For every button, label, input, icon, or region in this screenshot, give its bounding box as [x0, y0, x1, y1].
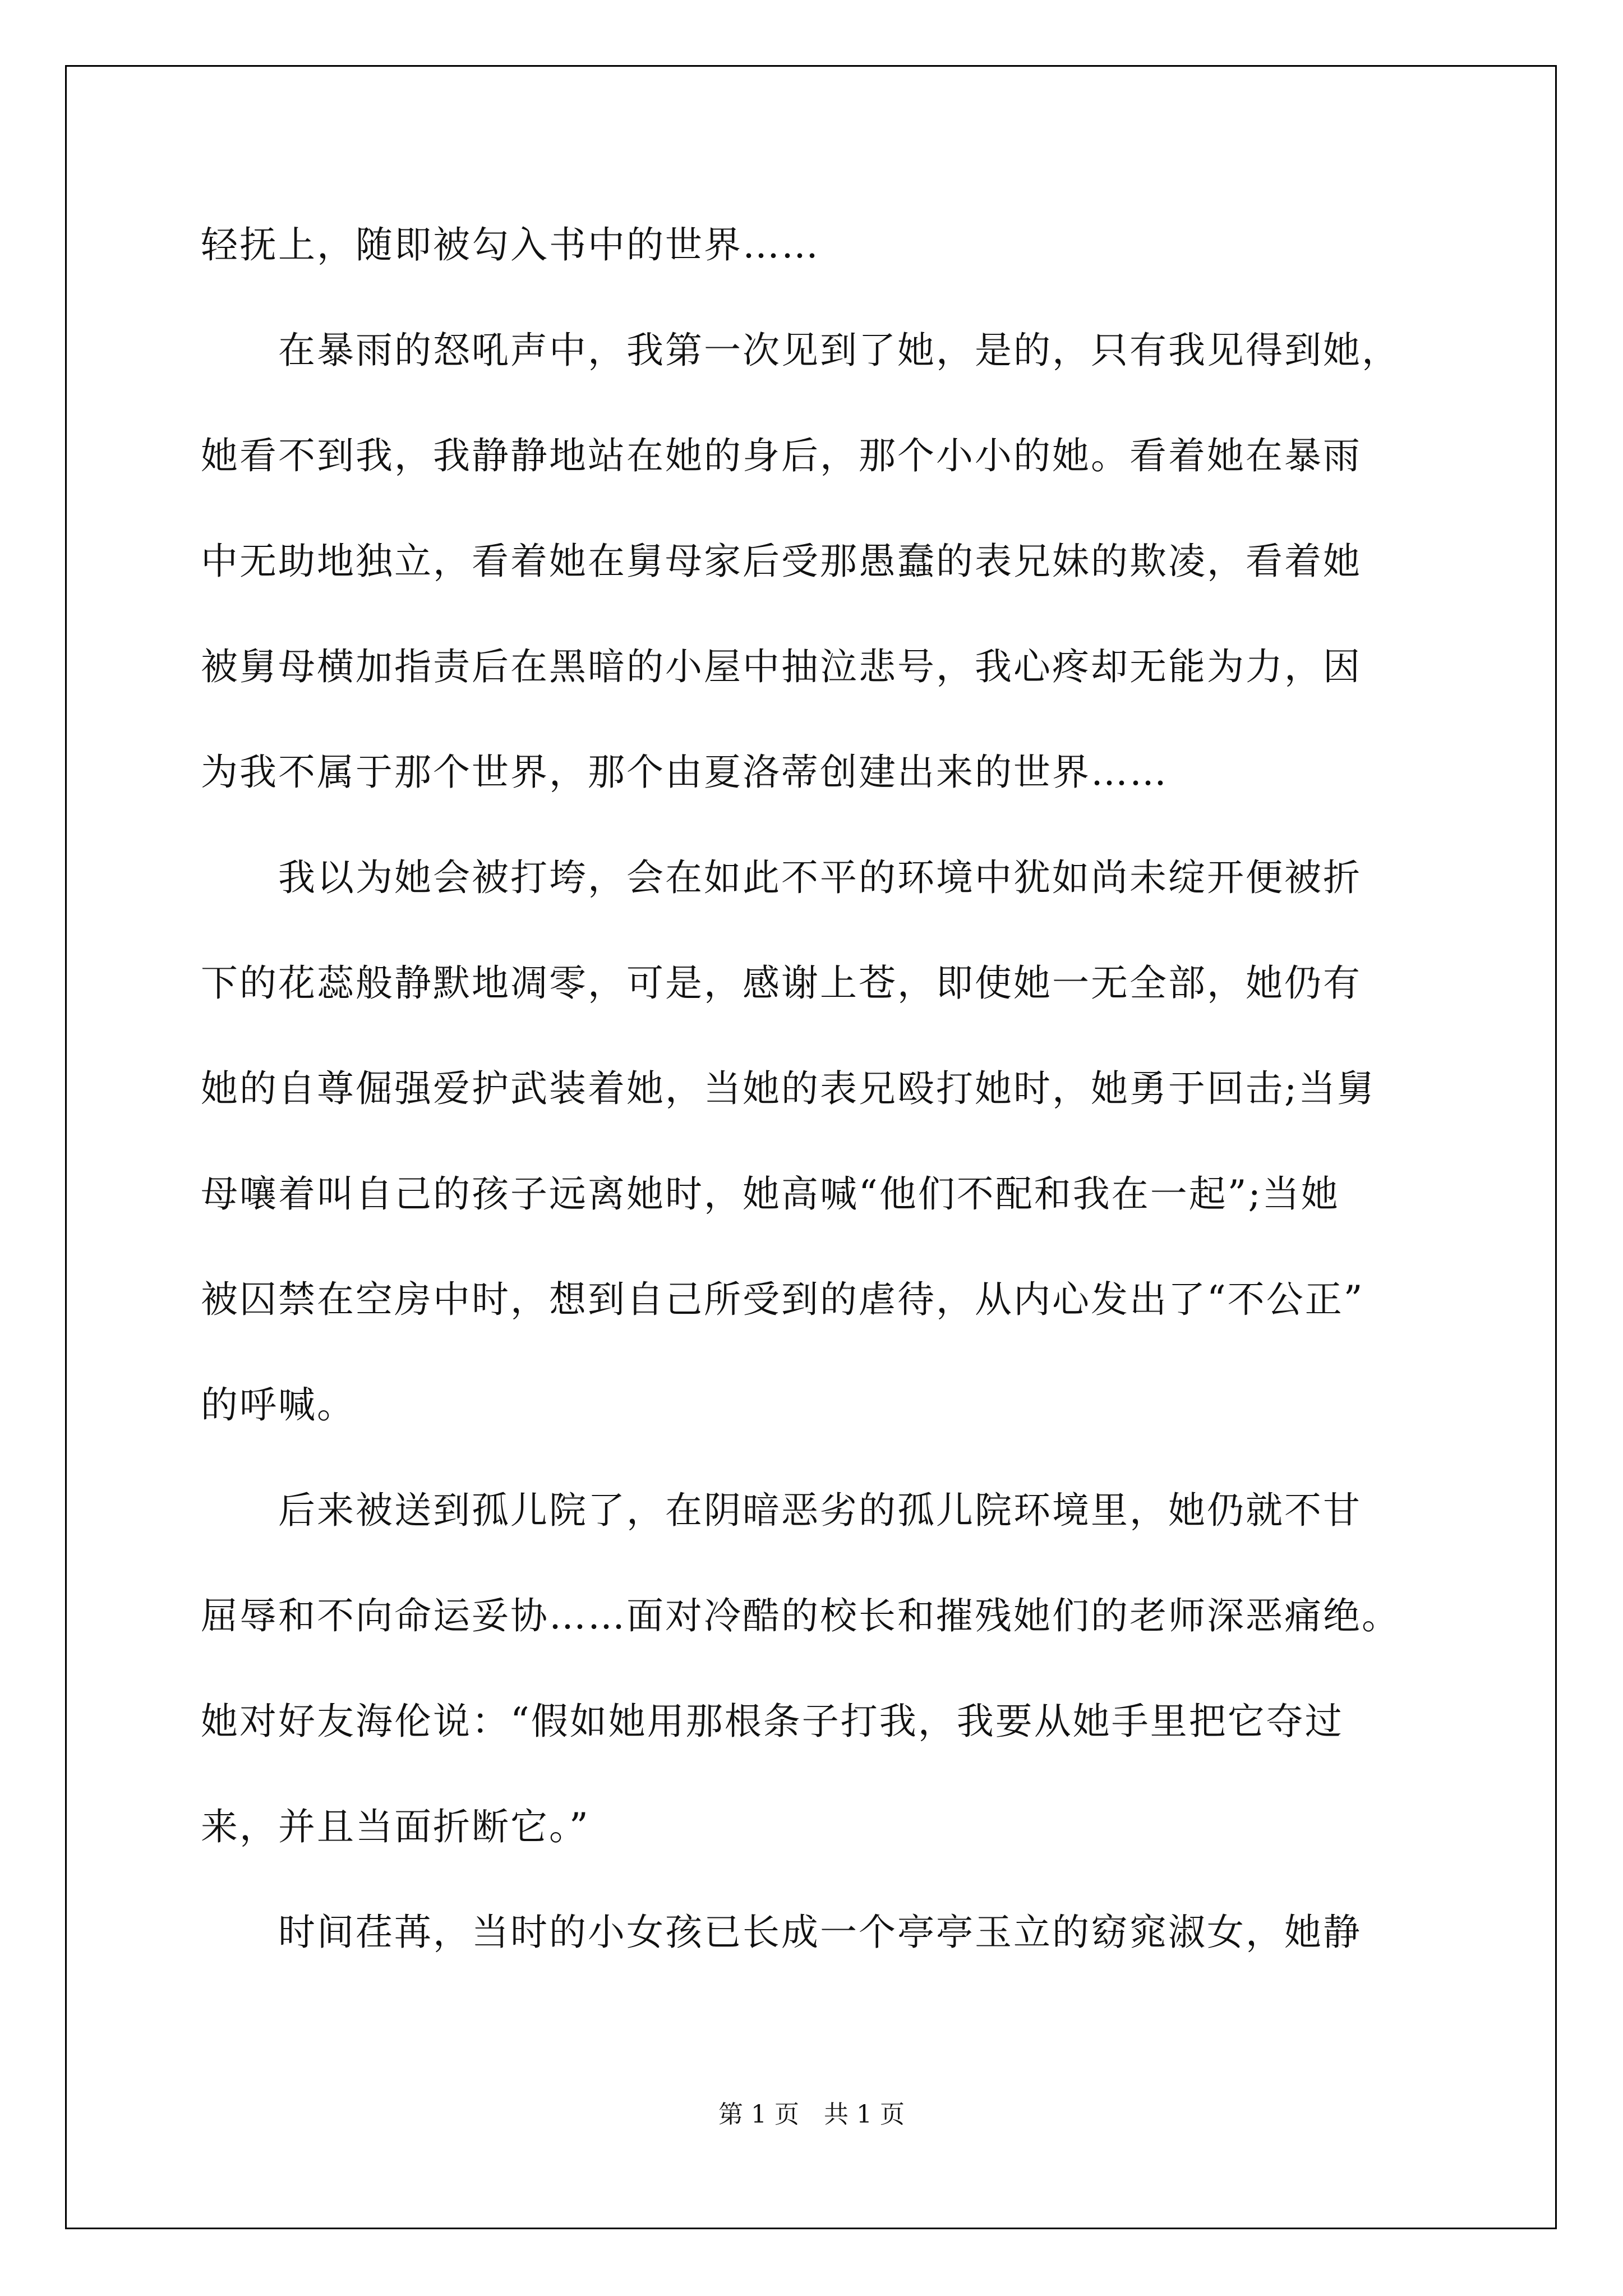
text-line: 我以为她会被打垮，会在如此不平的环境中犹如尚未绽开便被折 [201, 856, 1362, 899]
text-line: 她的自尊倔强爱护武装着她，当她的表兄殴打她时，她勇于回击;当舅 [201, 1067, 1376, 1110]
text-line: 中无助地独立，看着她在舅母家后受那愚蠢的表兄妹的欺凌，看着她 [201, 540, 1362, 583]
text-line: 她看不到我，我静静地站在她的身后，那个小小的她。看着她在暴雨 [201, 434, 1362, 477]
page-number-footer: 第 1 页 共 1 页 [718, 2100, 905, 2129]
document-body [201, 223, 1429, 2018]
text-line: 被舅母横加指责后在黑暗的小屋中抽泣悲号，我心疼却无能为力，因 [201, 645, 1362, 688]
text-line: 被囚禁在空房中时，想到自己所受到的虐待，从内心发出了“不公正” [201, 1278, 1364, 1321]
text-line: 时间荏苒，当时的小女孩已长成一个亭亭玉立的窈窕淑女，她静 [201, 1911, 1362, 1954]
text-line: 屈辱和不向命运妥协……面对冷酷的校长和摧残她们的老师深恶痛绝。 [201, 1594, 1400, 1637]
text-line: 来，并且当面折断它。” [201, 1805, 590, 1848]
text-line: 下的花蕊般静默地凋零，可是，感谢上苍，即使她一无全部，她仍有 [201, 961, 1362, 1005]
text-line: 的呼喊。 [201, 1383, 356, 1427]
text-line: 轻抚上，随即被勾入书中的世界…… [201, 223, 820, 266]
text-line: 在暴雨的怒吼声中，我第一次见到了她，是的，只有我见得到她， [201, 329, 1400, 372]
text-line: 为我不属于那个世界，那个由夏洛蒂创建出来的世界…… [201, 751, 1168, 794]
text-line: 后来被送到孤儿院了，在阴暗恶劣的孤儿院环境里，她仍就不甘 [201, 1489, 1362, 1532]
text-line: 母嚷着叫自己的孩子远离她时，她高喊“他们不配和我在一起”;当她 [201, 1172, 1340, 1216]
text-line: 她对好友海伦说：“假如她用那根条子打我，我要从她手里把它夺过 [201, 1700, 1344, 1743]
